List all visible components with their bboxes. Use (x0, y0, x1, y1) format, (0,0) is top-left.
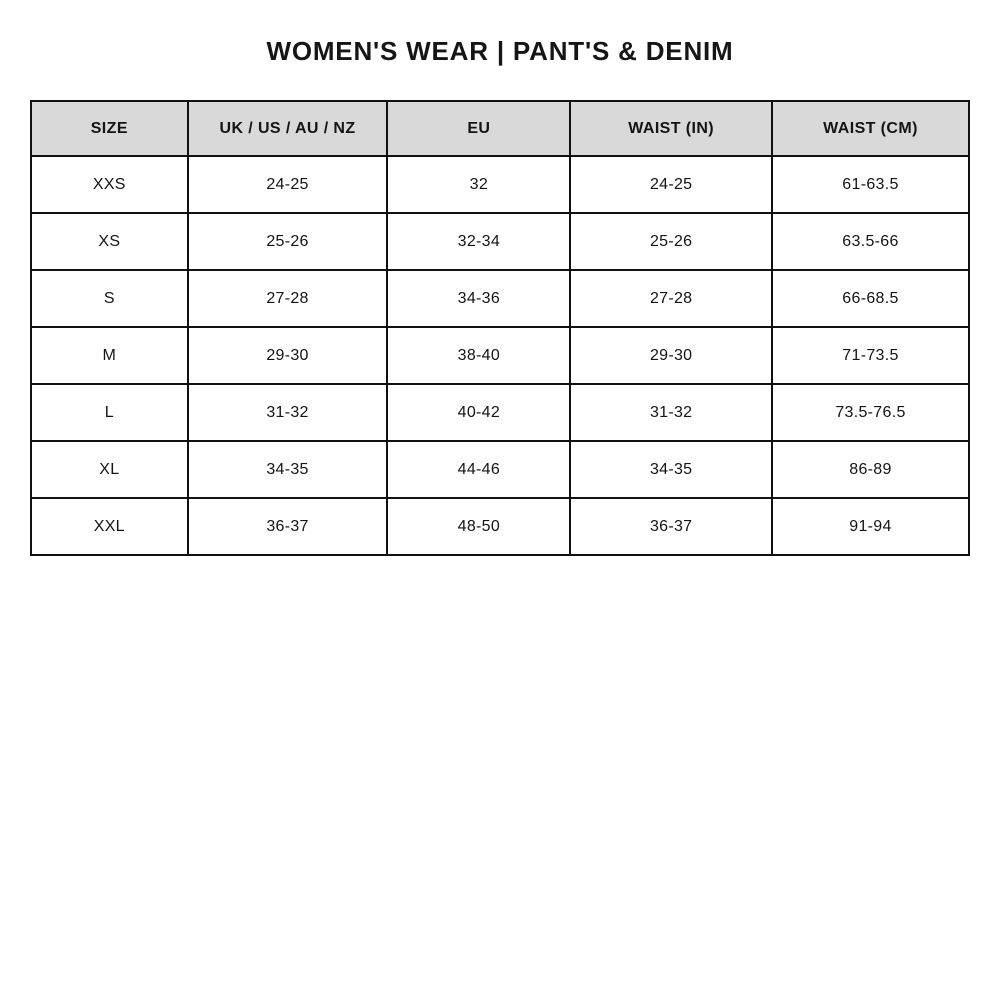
cell-waist-in: 25-26 (570, 213, 772, 270)
cell-eu-size: 34-36 (387, 270, 570, 327)
table-row-xxl (31, 498, 969, 555)
cell-uk-size: 31-32 (188, 384, 388, 441)
cell-size: M (31, 327, 188, 384)
cell-eu-size: 40-42 (387, 384, 570, 441)
page-title: WOMEN'S WEAR | PANT'S & DENIM (266, 36, 734, 66)
table-row-l (31, 384, 969, 441)
table-header-row (31, 101, 969, 156)
cell-eu-size: 48-50 (387, 498, 570, 555)
column-header-uk-us-au-nz: UK / US / AU / NZ (188, 101, 388, 156)
table-row-s (31, 270, 969, 327)
column-header-eu: EU (387, 101, 570, 156)
cell-waist-in: 36-37 (570, 498, 772, 555)
cell-uk-size: 27-28 (188, 270, 388, 327)
table-row-xl (31, 441, 969, 498)
table-row-xxs (31, 156, 969, 213)
cell-waist-cm: 63.5-66 (772, 213, 969, 270)
table-row-m (31, 327, 969, 384)
cell-waist-cm: 66-68.5 (772, 270, 969, 327)
cell-waist-in: 34-35 (570, 441, 772, 498)
cell-eu-size: 44-46 (387, 441, 570, 498)
cell-size: XXS (31, 156, 188, 213)
cell-waist-in: 29-30 (570, 327, 772, 384)
cell-waist-in: 31-32 (570, 384, 772, 441)
cell-uk-size: 24-25 (188, 156, 388, 213)
cell-uk-size: 34-35 (188, 441, 388, 498)
cell-waist-in: 24-25 (570, 156, 772, 213)
column-header-size: SIZE (31, 101, 188, 156)
cell-waist-cm: 71-73.5 (772, 327, 969, 384)
cell-eu-size: 32-34 (387, 213, 570, 270)
table-row-xs (31, 213, 969, 270)
size-chart-table (30, 100, 970, 556)
cell-waist-in: 27-28 (570, 270, 772, 327)
cell-eu-size: 38-40 (387, 327, 570, 384)
cell-size: XXL (31, 498, 188, 555)
cell-waist-cm: 73.5-76.5 (772, 384, 969, 441)
cell-uk-size: 29-30 (188, 327, 388, 384)
cell-eu-size: 32 (387, 156, 570, 213)
cell-waist-cm: 91-94 (772, 498, 969, 555)
cell-waist-cm: 86-89 (772, 441, 969, 498)
cell-size: S (31, 270, 188, 327)
cell-size: XL (31, 441, 188, 498)
cell-uk-size: 36-37 (188, 498, 388, 555)
cell-uk-size: 25-26 (188, 213, 388, 270)
column-header-waist-cm: WAIST (CM) (772, 101, 969, 156)
cell-waist-cm: 61-63.5 (772, 156, 969, 213)
cell-size: L (31, 384, 188, 441)
cell-size: XS (31, 213, 188, 270)
column-header-waist-in: WAIST (IN) (570, 101, 772, 156)
